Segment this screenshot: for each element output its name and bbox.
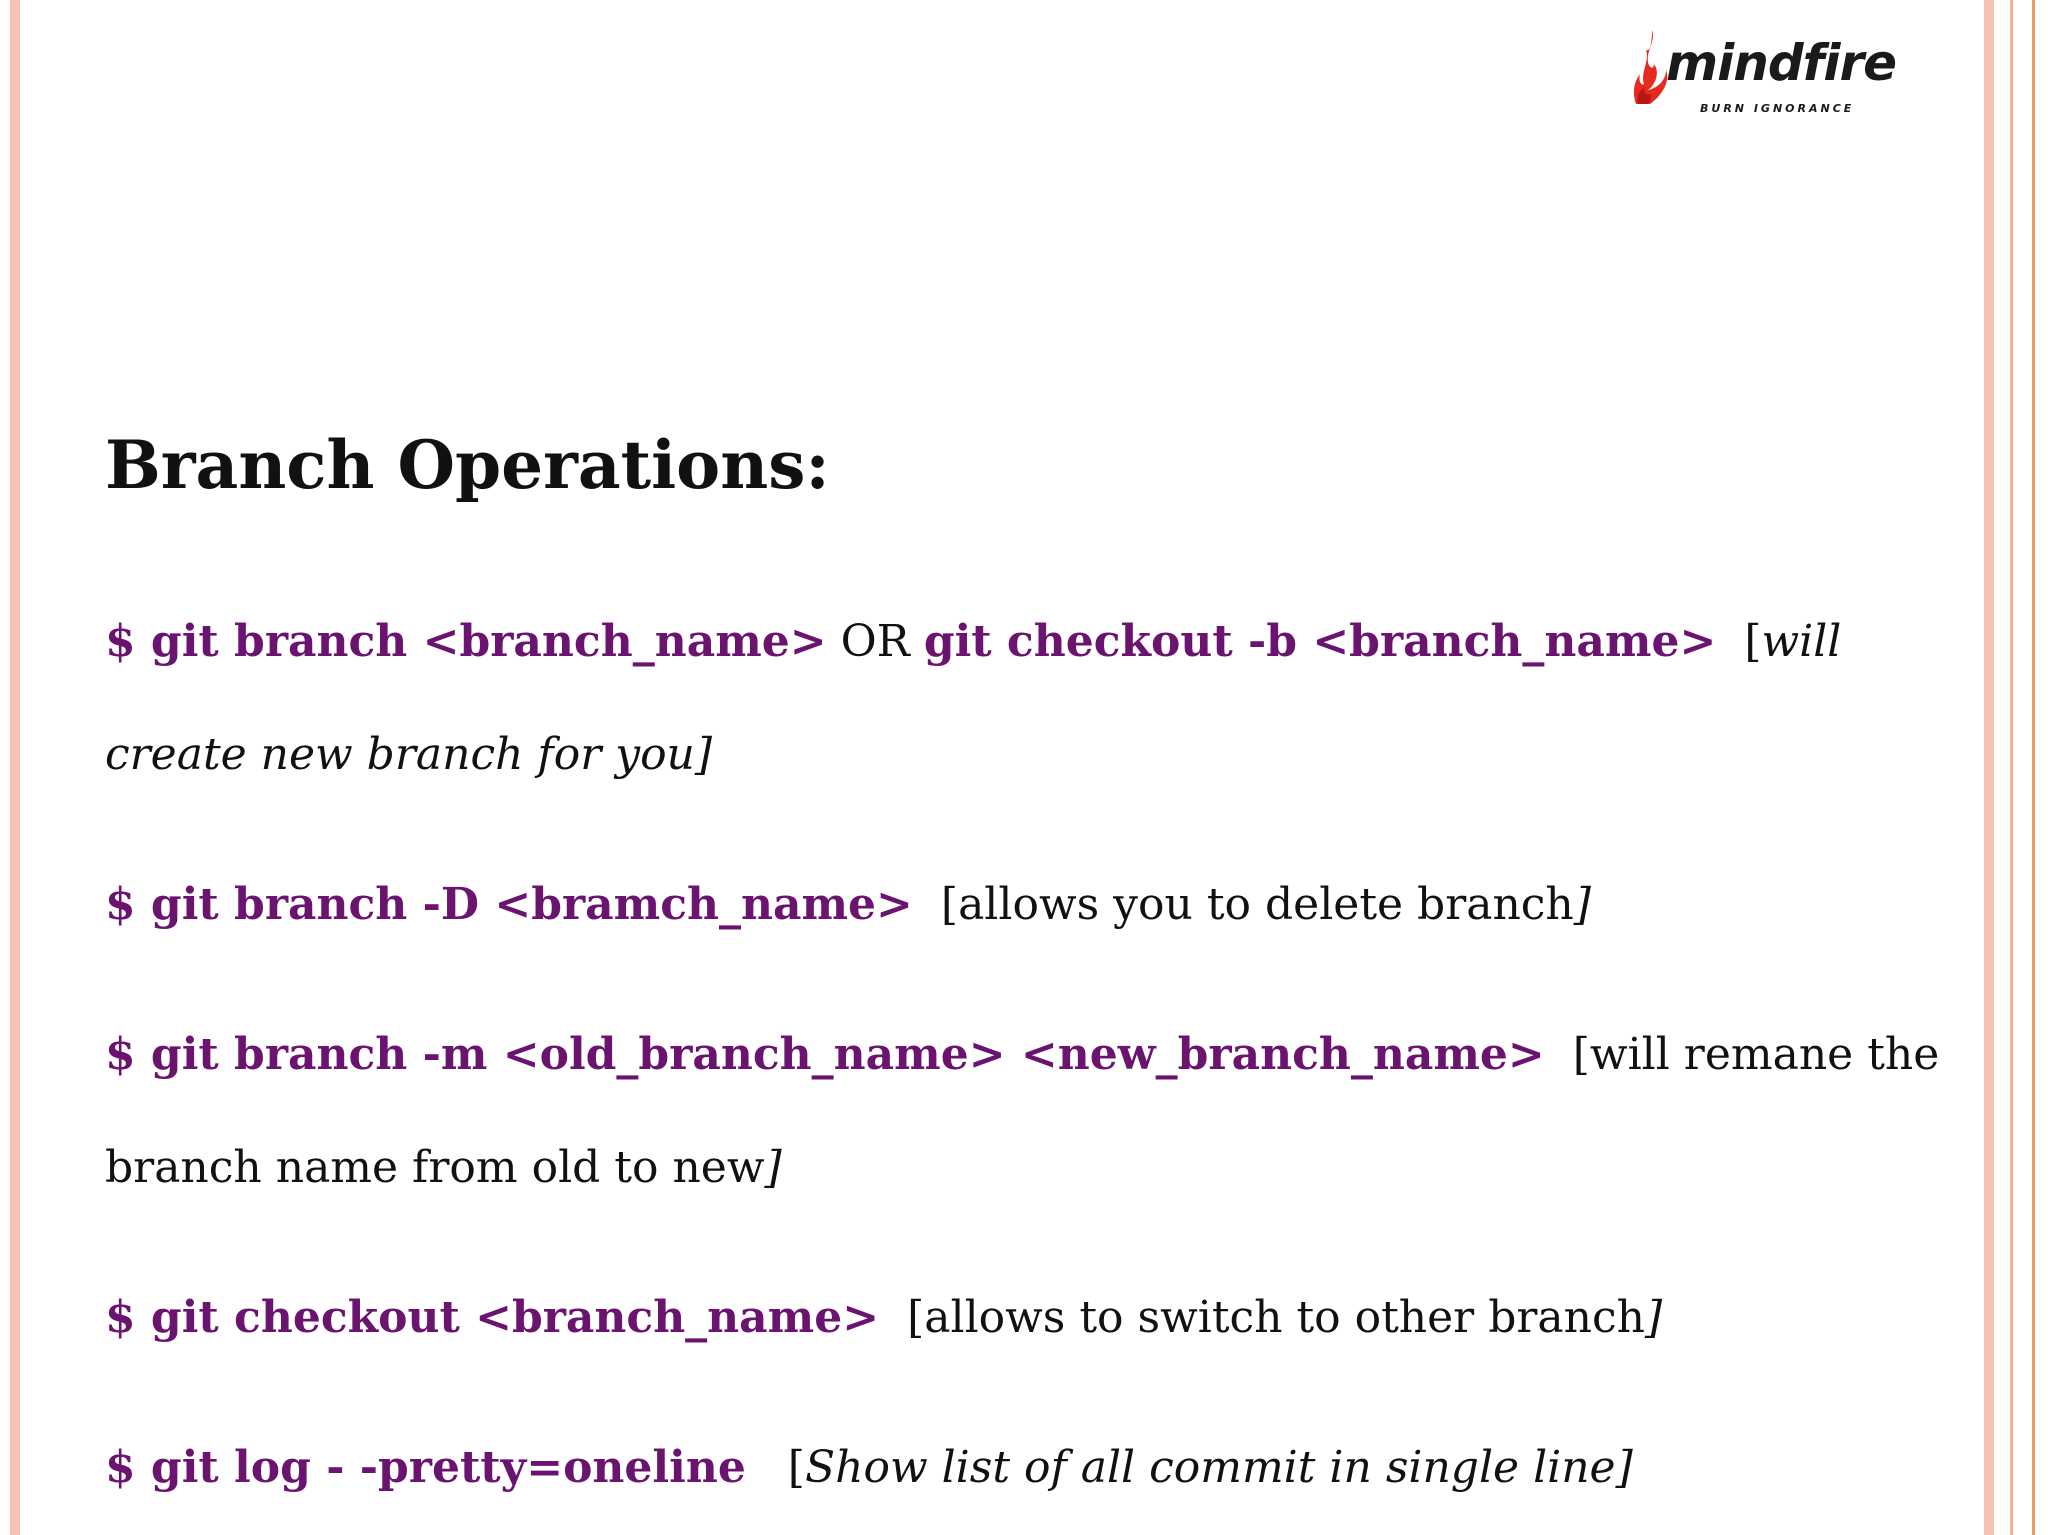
command-git-branch-rename: $ git branch -m <old_branch_name> <new_branch_name> bbox=[105, 1029, 1545, 1080]
right-border-line bbox=[2010, 0, 2013, 1535]
command-git-checkout: $ git checkout <branch_name> bbox=[105, 1292, 880, 1343]
description-text: will bbox=[1761, 616, 1842, 667]
description-line-1b: create new branch for you] bbox=[105, 729, 713, 780]
description-close-bracket: ] bbox=[1573, 879, 1591, 930]
description-open-bracket: [ bbox=[1744, 616, 1762, 667]
description-close-bracket: ] bbox=[1644, 1292, 1663, 1343]
right-border bbox=[1984, 0, 1994, 1535]
command-git-branch-create: $ git branch <branch_name> bbox=[105, 616, 827, 667]
logo-wordmark: mindfire bbox=[1666, 34, 1897, 92]
command-line-5 bbox=[105, 1442, 1633, 1493]
mindfire-logo bbox=[1630, 28, 1897, 128]
description-open-bracket: [ bbox=[787, 1442, 805, 1493]
slide-title: Branch Operations: bbox=[105, 426, 830, 504]
command-line-4 bbox=[105, 1292, 1663, 1343]
command-line-2 bbox=[105, 879, 1591, 930]
description-text: Show list of all commit in single line] bbox=[804, 1442, 1633, 1493]
left-border bbox=[10, 0, 20, 1535]
description-text: [allows to switch to other branch bbox=[907, 1292, 1645, 1343]
command-line-3 bbox=[105, 1029, 1940, 1080]
or-text: OR bbox=[826, 616, 924, 667]
command-line-1 bbox=[105, 616, 1842, 667]
command-git-log-oneline: $ git log - -pretty=oneline bbox=[105, 1442, 746, 1493]
right-border-line-outer bbox=[2032, 0, 2035, 1535]
description-text: branch name from old to new bbox=[105, 1142, 765, 1193]
logo-tagline: BURN IGNORANCE bbox=[1700, 102, 1855, 115]
description-line-3b bbox=[105, 1142, 782, 1193]
description-text: [allows you to delete branch bbox=[940, 879, 1574, 930]
description-close-bracket: ] bbox=[764, 1142, 782, 1193]
description-text: [will remane the bbox=[1572, 1029, 1940, 1080]
command-git-branch-delete: $ git branch -D <bramch_name> bbox=[105, 879, 913, 930]
command-git-checkout-b: git checkout -b <branch_name> bbox=[923, 616, 1717, 667]
